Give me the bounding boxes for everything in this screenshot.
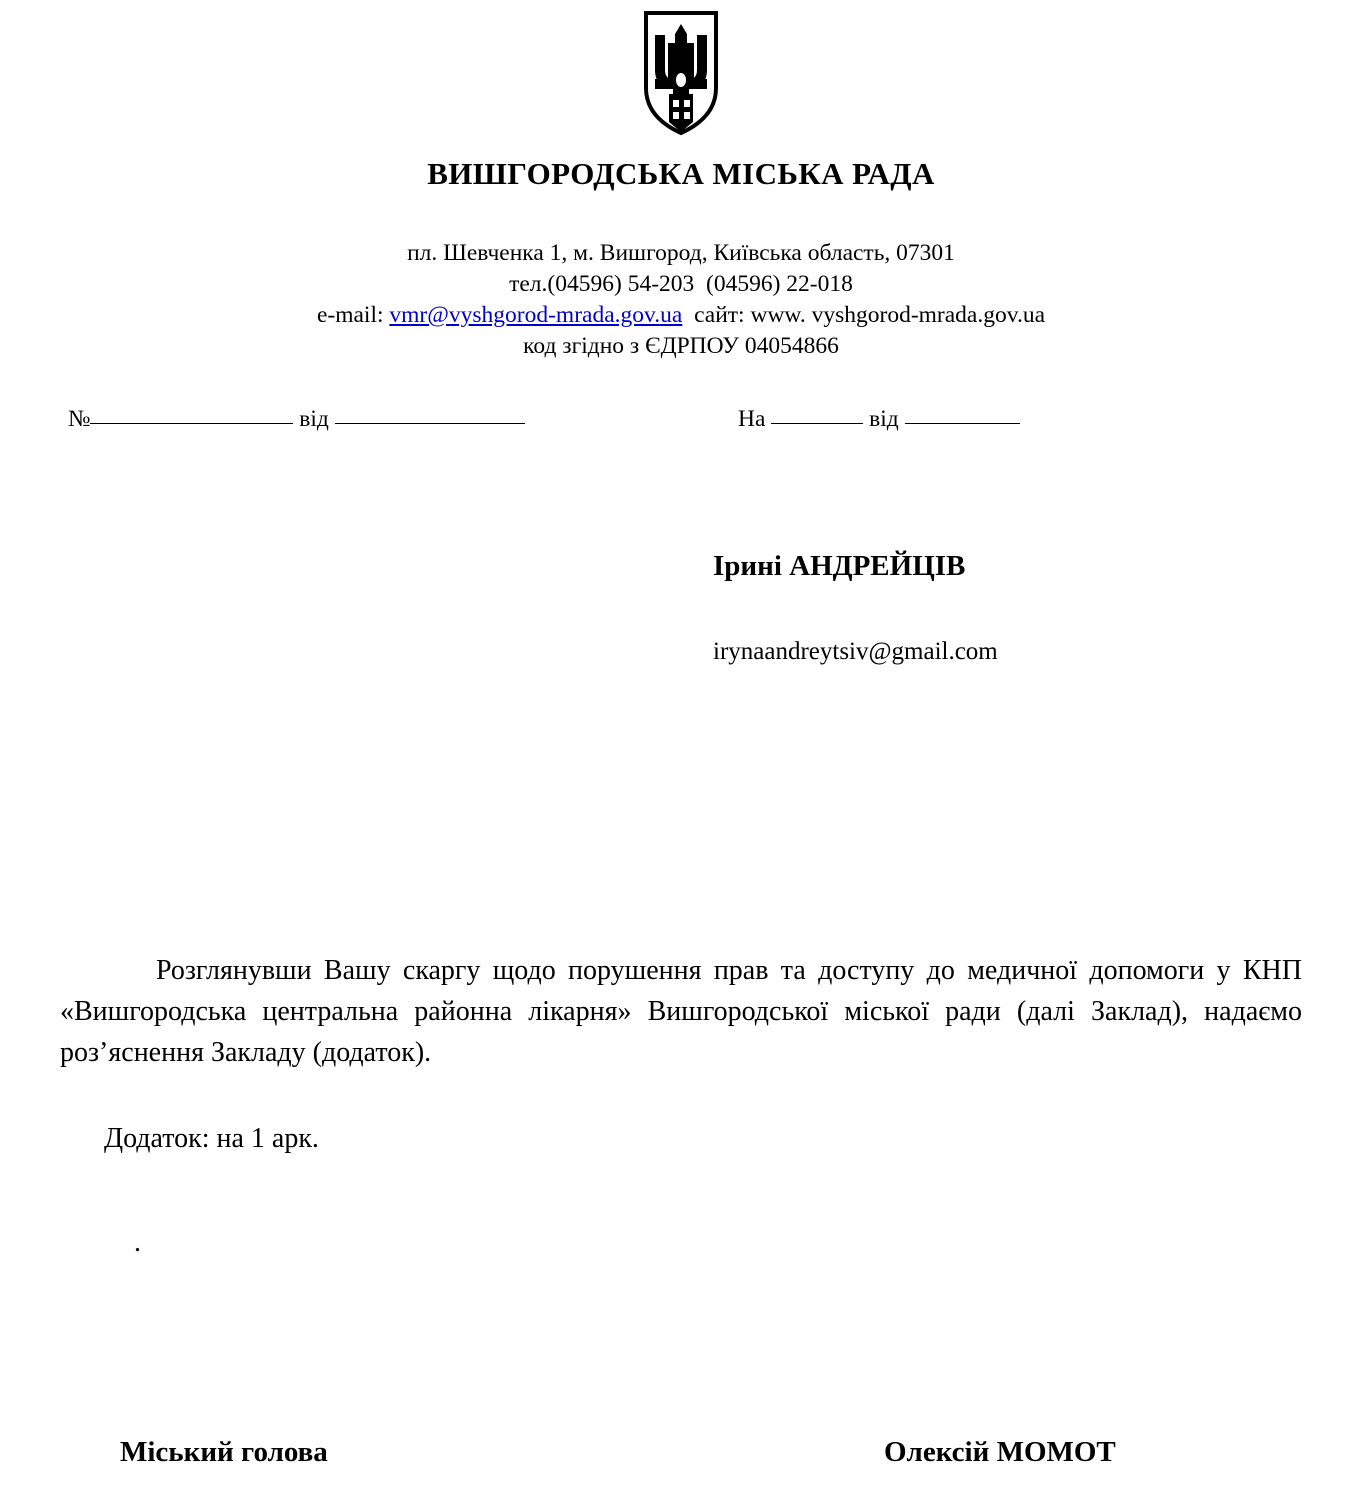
attachment-note: Додаток: на 1 арк. [104, 1123, 319, 1154]
stray-period-mark: . [134, 1227, 141, 1258]
signatory-name: Олексій МОМОТ [884, 1436, 1116, 1468]
signature-block [0, 1432, 1362, 1478]
phone-line: тел.(04596) 54-203 (04596) 22-018 [509, 271, 853, 297]
number-label: № [68, 406, 91, 432]
incoming-label: На [738, 406, 766, 432]
outgoing-reference-group [68, 404, 525, 434]
incoming-date-blank-field[interactable] [905, 407, 1020, 424]
addressee-name: Ірині АНДРЕЙЦІВ [713, 550, 966, 582]
letterhead-contacts [0, 238, 1362, 362]
addressee-email: irynaandreytsiv@gmail.com [713, 638, 998, 665]
organization-title: ВИШГОРОДСЬКА МІСЬКА РАДА [427, 156, 935, 191]
registry-code-line: код згідно з ЄДРПОУ 04054866 [523, 333, 839, 359]
address-line: пл. Шевченка 1, м. Вишгород, Київська область, 07301 [407, 240, 955, 266]
email-link[interactable]: vmr@vyshgorod-mrada.gov.ua [389, 302, 683, 328]
coat-of-arms-emblem [0, 10, 1362, 136]
number-blank-field[interactable] [90, 407, 293, 424]
website-value: www. vyshgorod-mrada.gov.ua [750, 302, 1046, 328]
signatory-position: Міський голова [120, 1436, 328, 1468]
incoming-number-blank-field[interactable] [771, 407, 863, 424]
incoming-date-label: від [869, 406, 899, 432]
ukraine-tryzub-icon [643, 10, 719, 136]
letter-body-paragraph: Розглянувши Вашу скаргу щодо порушення прав та доступу до медичної допомоги у КНП «Вишгородська центральна районна лікарня» Вишгородської міської ради (далі Заклад), надаємо роз’яснення Закладу (додаток). [60, 955, 1302, 1068]
website-label: сайт: [694, 302, 745, 328]
incoming-reference-group [738, 404, 1020, 434]
reference-line [0, 404, 1362, 438]
email-website-line [0, 300, 1362, 331]
outgoing-date-label: від [299, 406, 329, 432]
email-label: e-mail: [316, 302, 384, 328]
outgoing-date-blank-field[interactable] [335, 407, 525, 424]
